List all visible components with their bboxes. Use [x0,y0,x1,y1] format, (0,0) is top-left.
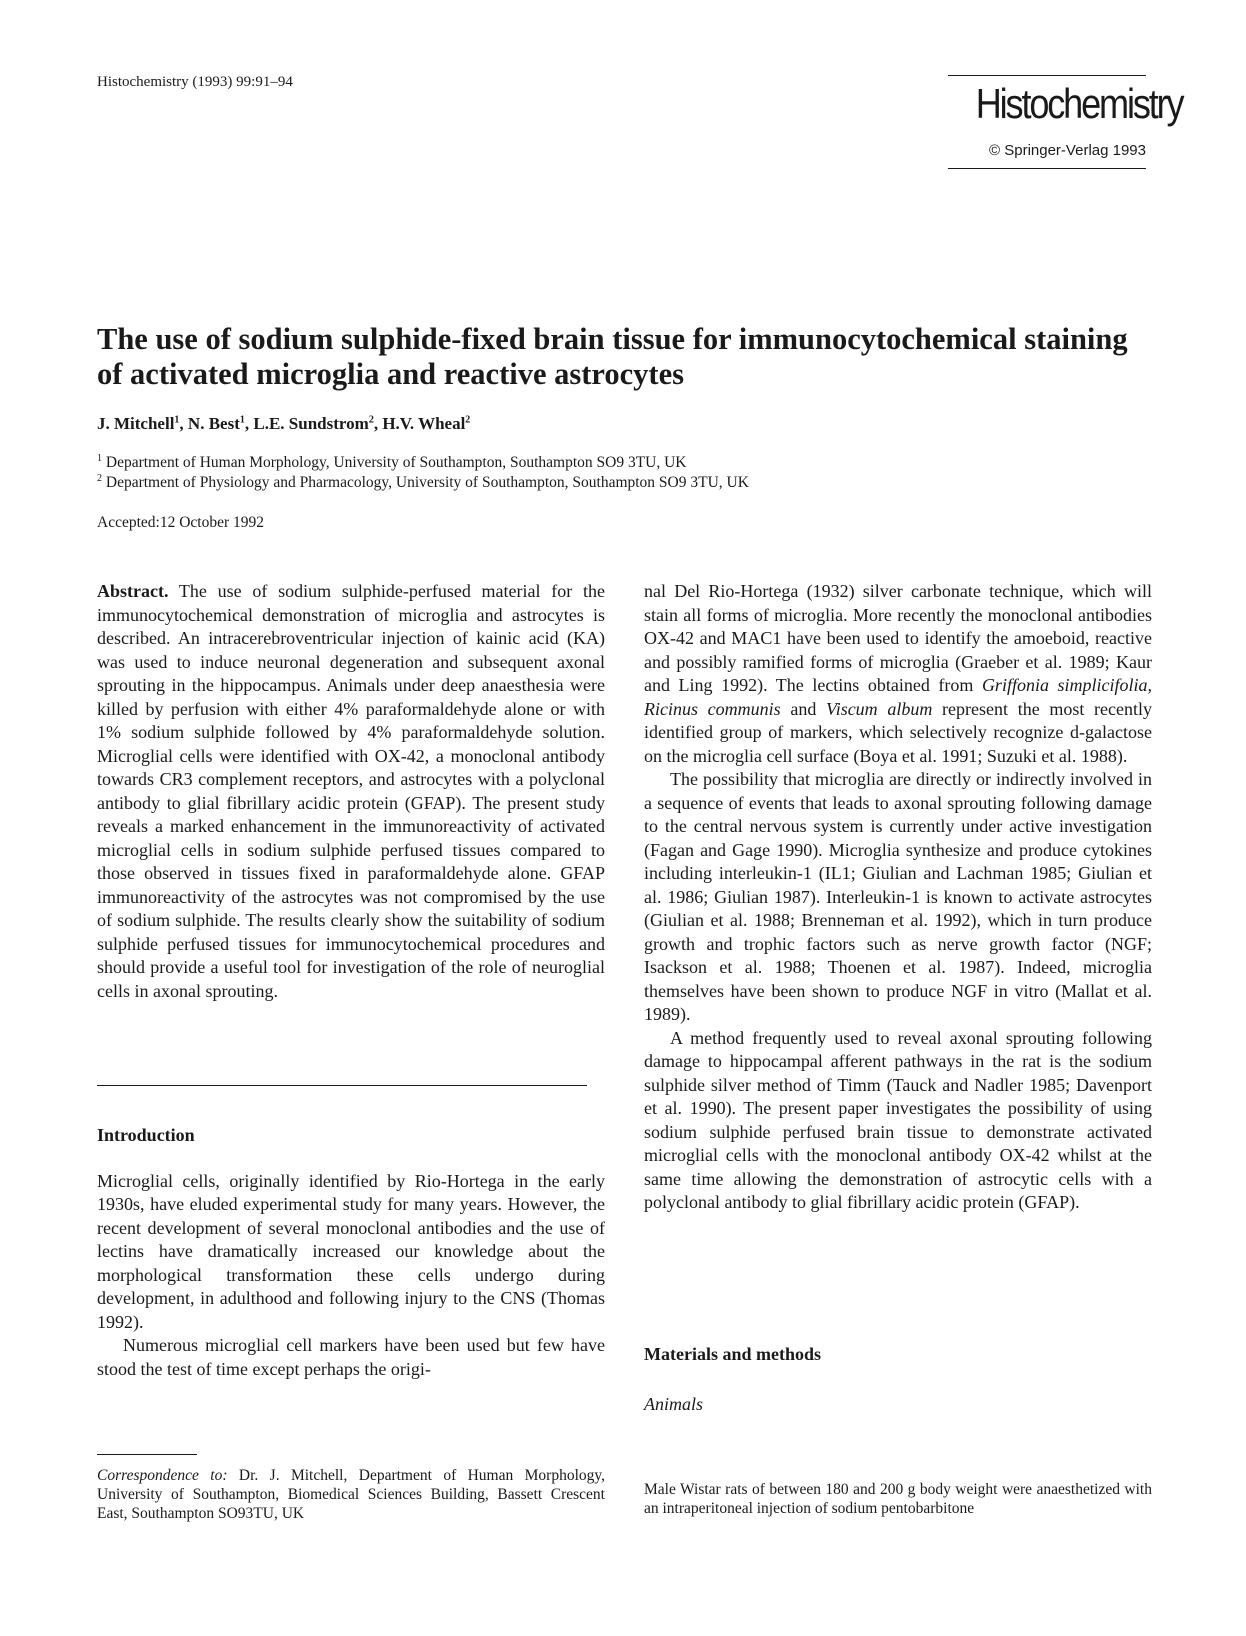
author-name: J. Mitchell [97,414,175,433]
author-name: H.V. Wheal [382,414,466,433]
methods-heading: Materials and methods [644,1344,821,1364]
header-rule-bottom [948,168,1146,169]
introduction-section [97,1124,605,1381]
article-title: The use of sodium sulphide-fixed brain tissue for immunocytochemical staining of activated microglia and reactive astrocytes [97,322,1128,391]
introduction-paragraph: Numerous microglial cell markers have been used but few have stood the test of time except perhaps the origi- [97,1335,605,1379]
affiliation-number: 1 [97,453,102,464]
abstract [97,580,605,1003]
introduction-heading: Introduction [97,1125,195,1145]
author-affiliation-marker: 1 [174,414,180,426]
author-affiliation-marker: 2 [368,414,374,426]
header-rule-top [948,75,1146,76]
author-name: L.E. Sundstrom [253,414,369,433]
abstract-text: The use of sodium sulphide-perfused material for the immunocytochemical demonstration of microglia and astrocytes is described. An intracerebroventricular injection of kainic acid (KA) was used to induce neuronal degeneration and subsequent axonal sprouting in the hippocampus. Animals under deep anaesthesia were killed by perfusion with either 4% paraformaldehyde alone or with 1% sodium sulphide followed by 4% paraformaldehyde solution. Microglial cells were identified with OX-42, a monoclonal antibody towards CR3 complement receptors, and astrocytes with a polyclonal antibody to glial fibrillary acidic protein (GFAP). The present study reveals a marked enhancement in the immunoreactivity of activated microglial cells in sodium sulphide perfused tissues compared to those observed in tissues fixed in paraformaldehyde alone. GFAP immunoreactivity of the astrocytes was not compromised by the use of sodium sulphide. The results clearly show the suitability of sodium sulphide perfused tissues for immunocytochemical procedures and should provide a useful tool for investigation of the role of neuroglial cells in axonal sprouting. [97,581,605,1001]
affiliation-text: Department of Physiology and Pharmacology, University of Southampton, Southampton SO9 3TU, UK [105,474,749,492]
correspondence-footnote [97,1466,605,1523]
animals-subheading: Animals [644,1394,704,1414]
author-affiliation-marker: 1 [239,414,245,426]
body-text: represent the most recently identified group of markers, which selectively recognize d-galactose on the microglia cell surface (Boya et al. 1991; Suzuki et al. 1988). [644,698,1153,766]
affiliation [97,453,687,472]
author-separator: , [373,414,383,433]
species-names: Griffonia simplicifolia, Ricinus communis [644,675,1152,719]
footnote-label: Correspondence to: [97,1467,228,1484]
author-name: N. Best [187,414,240,433]
body-text: nal Del Rio-Hortega (1932) silver carbonate technique, which will stain all forms of microglia. More recently the monoclonal antibodies OX-42 and MAC1 have been used to identify the amoeboid, reactive and possibly ramified forms of microglia (Graeber et al. 1989; Kaur and Ling 1992). The lectins obtained from [644,581,1152,695]
introduction-paragraph: Microglial cells, originally identified by Rio-Hortega in the early 1930s, have eluded experimental study for many years. However, the recent development of several monoclonal antibodies and the use of lectins have dramatically increased our knowledge about the morphological transformation these cells undergo during development, in adulthood and following injury to the CNS (Thomas 1992). [97,1170,605,1332]
footnote-divider [97,1454,197,1455]
author-affiliation-marker: 2 [465,414,471,426]
body-paragraph: The possibility that microglia are directly or indirectly involved in a sequence of events that leads to axonal sprouting following damage to the central nervous system is currently under active investigation (Fagan and Gage 1990). Microglia synthesize and produce cytokines including interleukin-1 (IL1; Giulian and Lachman 1985; Giulian et al. 1986; Giulian 1987). Interleukin-1 is known to activate astrocytes (Giulian et al. 1988; Brenneman et al. 1992), which in turn produce growth and trophic factors such as nerve growth factor (NGF; Isackson et al. 1988; Thoenen et al. 1987). Indeed, microglia themselves have been shown to produce NGF in vitro (Mallat et al. 1989). [644,769,1152,1024]
author-separator: , [179,414,188,433]
abstract-label: Abstract. [97,581,169,601]
animals-paragraph: Male Wistar rats of between 180 and 200 g body weight were anaesthetized with an intraperitoneal injection of sodium pentobarbitone [644,1481,1152,1517]
left-column [97,580,605,1003]
affiliation-text: Department of Human Morphology, University of Southampton, Southampton SO9 3TU, UK [105,454,687,472]
body-paragraph: A method frequently used to reveal axonal sprouting following damage to hippocampal afferent pathways in the rat is the sodium sulphide silver method of Timm (Tauck and Nadler 1985; Davenport et al. 1990). The present paper investigates the possibility of using sodium sulphide perfused brain tissue to demonstrate activated microglial cells with the monoclonal antibody OX-42 whilst at the same time allowing the demonstration of astrocytic cells with a polyclonal antibody to glial fibrillary acidic protein (GFAP). [644,1027,1152,1212]
accepted-date: Accepted:12 October 1992 [97,514,264,531]
copyright-notice: © Springer-Verlag 1993 [989,142,1146,159]
journal-logo: Histochemistry [975,80,1183,127]
journal-citation: Histochemistry (1993) 99:91–94 [97,74,293,90]
right-column [644,580,1152,1215]
affiliation-number: 2 [97,473,102,484]
body-text: and [780,698,827,719]
body-paragraph [644,580,1152,768]
affiliation [97,473,749,492]
abstract-divider [97,1085,587,1086]
author-list [97,414,470,434]
species-name: Viscum album [826,698,933,719]
footnote-text: Dr. J. Mitchell, Department of Human Morphology, University of Southampton, Biomedical Sciences Building, Bassett Crescent East, Southampton SO93TU, UK [97,1467,606,1522]
author-separator: , [244,414,254,433]
